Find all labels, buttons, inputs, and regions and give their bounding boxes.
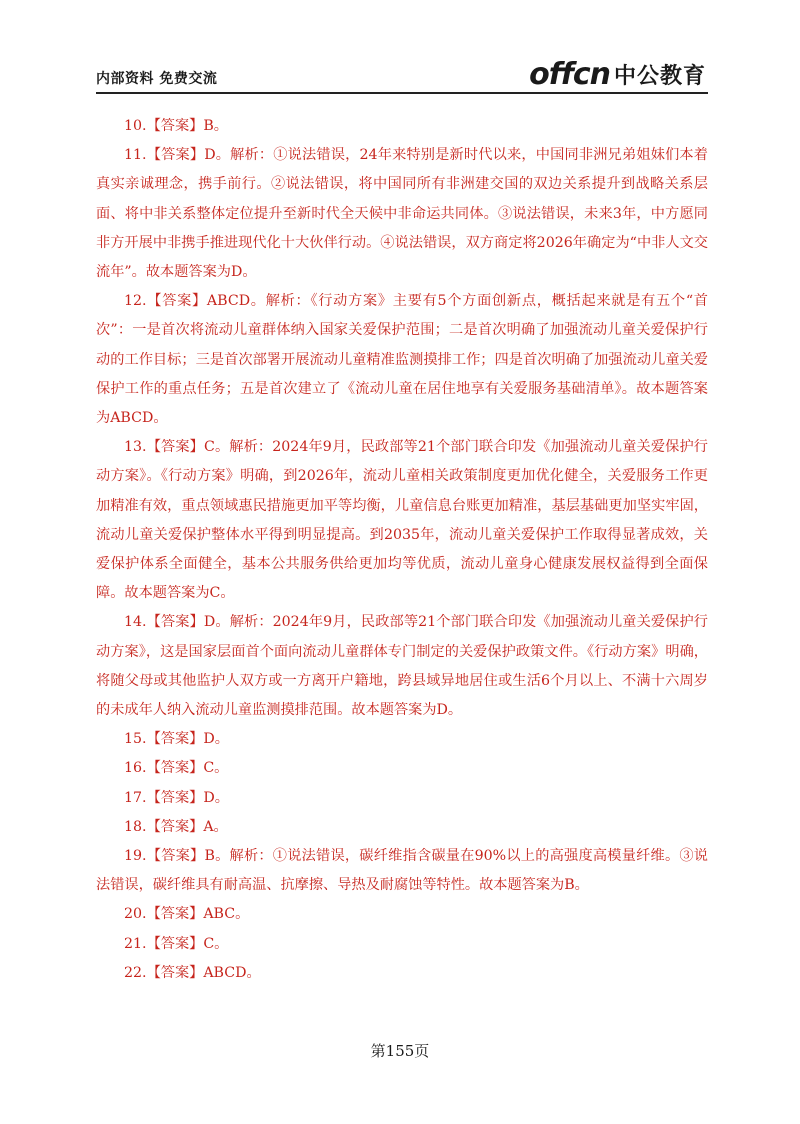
- header-label: 内部资料 免费交流: [96, 71, 218, 87]
- answer-item-22: 22.【答案】ABCD。: [124, 964, 261, 981]
- answer-item-10: 10.【答案】B。: [124, 118, 228, 134]
- page-number: 第155页: [370, 1042, 430, 1060]
- answer-item-15: 15.【答案】D。: [124, 731, 229, 748]
- answer-item-17: 17.【答案】D。: [124, 789, 229, 806]
- answer-item-11: 11.【答案】D。解析：①说法错误，24年来特别是新时代以来，中国同非洲兄弟姐妹们本着真实亲诚理念，携手前行。②说法错误，将中国同所有非洲建交国的双边关系提升到战略关系层面、将中非关系整体定位提升至新时代全天候中非命运共同体。③说法错误，未来3年，中方愿同非方开展中非携手推进现代化十大伙伴行动。④说法错误，双方商定将2026年确定为“中非人文交流年”。故本题答案为D。: [96, 147, 708, 281]
- answer-item-19: 19.【答案】B。解析：①说法错误，碳纤维指含碳量在90%以上的高强度高模量纤维。③说法错误，碳纤维具有耐高温、抗摩擦、导热及耐腐蚀等特性。故本题答案为B。: [96, 848, 708, 894]
- answer-item-18: 18.【答案】A。: [124, 818, 228, 835]
- answer-item-21: 21.【答案】C。: [124, 935, 229, 952]
- answer-item-20: 20.【答案】ABC。: [124, 906, 250, 923]
- answer-item-14: 14.【答案】D。解析：2024年9月，民政部等21个部门联合印发《加强流动儿童关爱保护行动方案》，这是国家层面首个面向流动儿童群体专门制定的关爱保护政策文件。《行动方案》明确，将随父母或其他监护人双方或一方离开户籍地，跨县域异地居住或生活6个月以上、不满十六周岁的未成年人纳入流动儿童监测摸排范围。故本题答案为D。: [96, 614, 708, 719]
- answer-item-12: 12.【答案】ABCD。解析：《行动方案》主要有5个方面创新点，概括起来就是有五个“首次”：一是首次将流动儿童群体纳入国家关爱保护范围；二是首次明确了加强流动儿童关爱保护行动的工作目标；三是首次部署开展流动儿童精准监测摸排工作；四是首次明确了加强流动儿童关爱保护工作的重点任务；五是首次建立了《流动儿童在居住地享有关爱服务基础清单》。故本题答案为ABCD。: [96, 293, 708, 427]
- answer-item-13: 13.【答案】C。解析：2024年9月，民政部等21个部门联合印发《加强流动儿童关爱保护行动方案》。《行动方案》明确，到2026年，流动儿童相关政策制度更加优化健全，关爱服务工作更加精准有效，重点领域惠民措施更加平等均衡，儿童信息台账更加精准，基层基础更加坚实牢固，流动儿童关爱保护整体水平得到明显提高。到2035年，流动儿童关爱保护工作取得显著成效，关爱保护体系全面健全，基本公共服务供给更加均等优质，流动儿童身心健康发展权益得到全面保障。故本题答案为C。: [96, 439, 708, 602]
- answer-item-16: 16.【答案】C。: [124, 760, 229, 777]
- logo-chinese-text: 中公教育: [613, 63, 706, 89]
- offcn-logo: [529, 57, 706, 92]
- header-divider: [96, 92, 708, 94]
- logo-latin-text: offcn: [529, 57, 610, 92]
- answer-list: [96, 112, 708, 988]
- page-header: [96, 56, 706, 92]
